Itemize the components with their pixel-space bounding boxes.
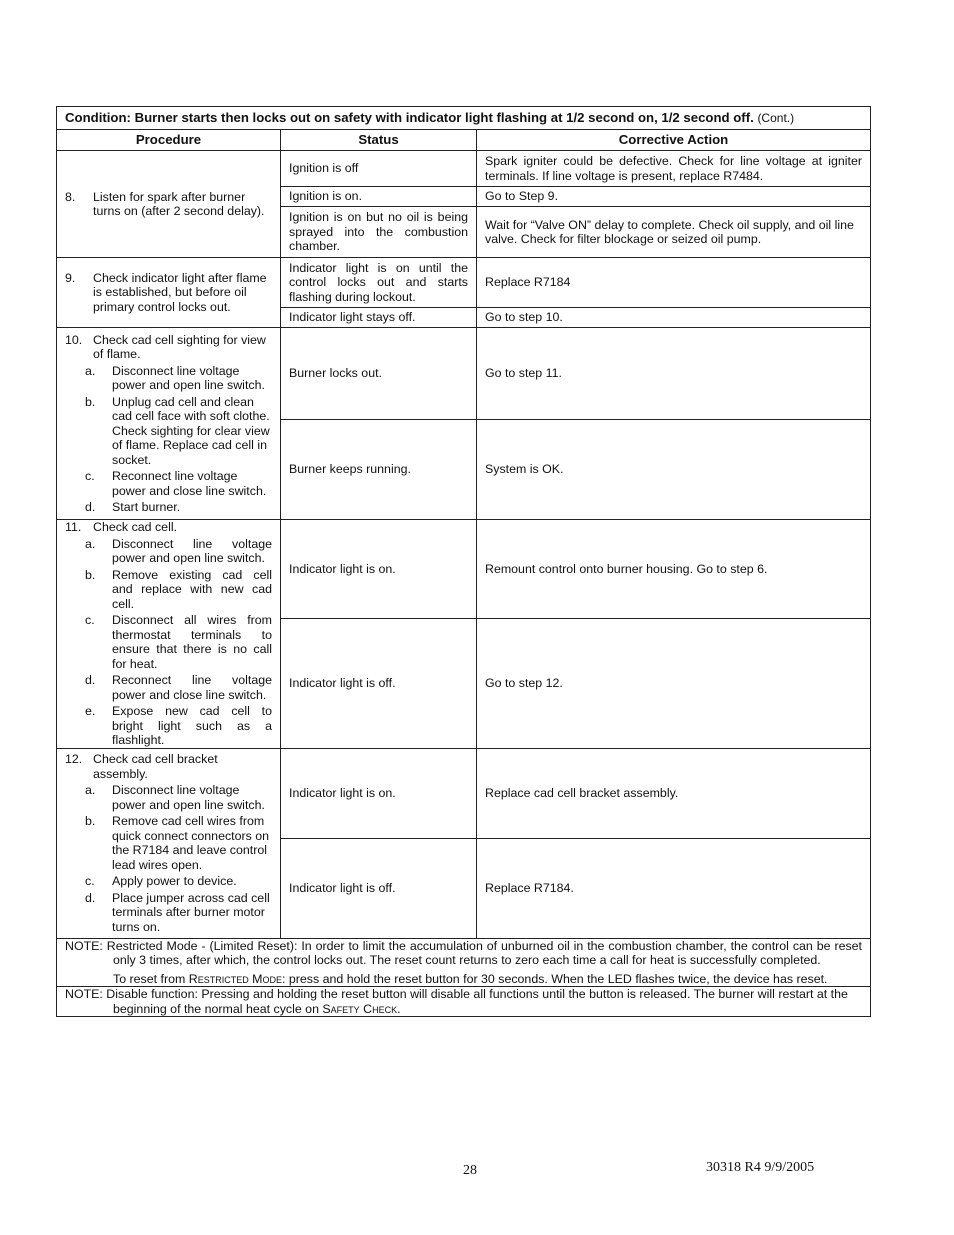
step-number: 8.: [65, 189, 76, 204]
action-cell: Go to Step 9.: [477, 187, 871, 207]
procedure-step-12: [57, 748, 281, 938]
status-cell: Indicator light is on.: [281, 748, 477, 838]
sub-letter: c.: [85, 469, 95, 483]
header-status: Status: [281, 130, 477, 151]
step-number: 10.: [65, 332, 83, 347]
note-reset-mode: Restricted Mode: [188, 971, 282, 986]
sub-letter: d.: [85, 890, 96, 905]
sub-letter: d.: [85, 500, 96, 514]
sub-text: Disconnect line voltage power and open line switch.: [112, 363, 265, 392]
action-cell: Replace R7184: [477, 258, 871, 308]
action-cell: Go to step 10.: [477, 308, 871, 328]
action-cell: Replace cad cell bracket assembly.: [477, 748, 871, 838]
sub-letter: b.: [85, 394, 96, 409]
sub-letter: b.: [85, 567, 96, 582]
step-number: 12.: [65, 752, 83, 766]
status-cell: Ignition is on.: [281, 187, 477, 207]
sub-letter: d.: [85, 673, 96, 687]
note-disable-end: .: [397, 1001, 401, 1016]
note-disable-text: NOTE: Disable function: Pressing and holding the reset button will disable all functions until the button is released. The burner will restart at the beginning of the normal heat cycle on: [65, 987, 848, 1016]
sub-text: Disconnect line voltage power and open line switch.: [112, 783, 265, 812]
document-id: 30318 R4 9/9/2005: [706, 1160, 815, 1175]
sub-letter: c.: [85, 613, 95, 627]
note-reset-rest: : press and hold the reset button for 30 seconds. When the LED flashes twice, the device has reset.: [281, 971, 828, 986]
sub-letter: b.: [85, 814, 96, 828]
sub-text: Remove cad cell wires from quick connect connectors on the R7184 and leave control lead wires open.: [112, 814, 270, 872]
note-restricted-mode: [57, 938, 871, 987]
header-procedure: Procedure: [57, 130, 281, 151]
action-cell: Go to step 12.: [477, 619, 871, 748]
sub-letter: a.: [85, 783, 96, 797]
status-cell: Indicator light stays off.: [281, 308, 477, 328]
sub-text: Reconnect line voltage power and close line switch.: [112, 469, 267, 498]
status-cell: Ignition is on but no oil is being sprayed into the combustion chamber.: [281, 207, 477, 258]
procedure-step-11: [57, 520, 281, 749]
sub-text: Unplug cad cell and clean cad cell face with soft clothe. Check sighting for clear view of flame. Replace cad cell in socket.: [112, 394, 270, 467]
status-cell: Indicator light is on until the control locks out and starts flashing during lockout.: [281, 258, 477, 308]
status-cell: Indicator light is on.: [281, 520, 477, 619]
note-reset-instruction: [65, 972, 862, 987]
status-cell: Burner keeps running.: [281, 420, 477, 520]
action-cell: System is OK.: [477, 420, 871, 520]
procedure-step-9: [57, 258, 281, 328]
header-corrective-action: Corrective Action: [477, 130, 871, 151]
troubleshooting-table: [56, 106, 871, 1017]
condition-header: [57, 107, 871, 130]
step-text: Check cad cell.: [93, 520, 178, 534]
condition-cont: (Cont.): [757, 110, 795, 125]
action-cell: Wait for “Valve ON” delay to complete. Check oil supply, and oil line valve. Check for filter blockage or seized oil pump.: [477, 207, 871, 258]
action-cell: Spark igniter could be defective. Check for line voltage at igniter terminals. If line voltage is present, replace R7484.: [477, 151, 871, 187]
action-cell: Remount control onto burner housing. Go to step 6.: [477, 520, 871, 619]
action-cell: Go to step 11.: [477, 328, 871, 420]
status-cell: Indicator light is off.: [281, 838, 477, 938]
step-number: 11.: [65, 520, 82, 534]
sub-letter: c.: [85, 874, 95, 888]
sub-letter: e.: [85, 704, 96, 718]
sub-text: Start burner.: [112, 500, 181, 514]
status-cell: Burner locks out.: [281, 328, 477, 420]
procedure-step-10: [57, 328, 281, 520]
step-text: Check indicator light after flame is established, but before oil primary control locks out.: [93, 270, 267, 314]
page-number: 28: [463, 1163, 477, 1178]
procedure-step-8: [57, 151, 281, 258]
step-text: Check cad cell bracket assembly.: [93, 752, 218, 781]
step-text: Check cad cell sighting for view of flame.: [93, 332, 266, 361]
action-cell: Replace R7184.: [477, 838, 871, 938]
condition-text: Condition: Burner starts then locks out on safety with indicator light flashing at 1/2 second on, 1/2 second off.: [65, 109, 754, 125]
sub-letter: a.: [85, 536, 96, 551]
sub-text: Disconnect line voltage power and open line switch.: [112, 536, 272, 565]
sub-letter: a.: [85, 363, 96, 378]
step-text: Listen for spark after burner turns on (after 2 second delay).: [93, 189, 265, 218]
note-disable-mode: Safety Check: [322, 1001, 398, 1016]
note-restricted-text: NOTE: Restricted Mode - (Limited Reset): In order to limit the accumulation of unburned oil in the combustion chamber, the control can be reset only 3 times, after which, the control locks out. The reset count returns to zero each time a call for heat is successfully completed.: [65, 938, 863, 967]
status-cell: Indicator light is off.: [281, 619, 477, 748]
sub-text: Disconnect all wires from thermostat terminals to ensure that there is no call for heat.: [112, 613, 272, 671]
sub-text: Place jumper across cad cell terminals after burner motor turns on.: [112, 890, 270, 934]
sub-text: Apply power to device.: [112, 874, 237, 888]
status-cell: Ignition is off: [281, 151, 477, 187]
sub-text: Expose new cad cell to bright light such as a flashlight.: [112, 704, 272, 747]
note-disable-function: [57, 987, 871, 1017]
sub-text: Remove existing cad cell and replace with new cad cell.: [112, 567, 272, 611]
note-reset-prefix: To reset from: [113, 971, 189, 986]
sub-text: Reconnect line voltage power and close line switch.: [112, 673, 272, 702]
step-number: 9.: [65, 270, 76, 285]
